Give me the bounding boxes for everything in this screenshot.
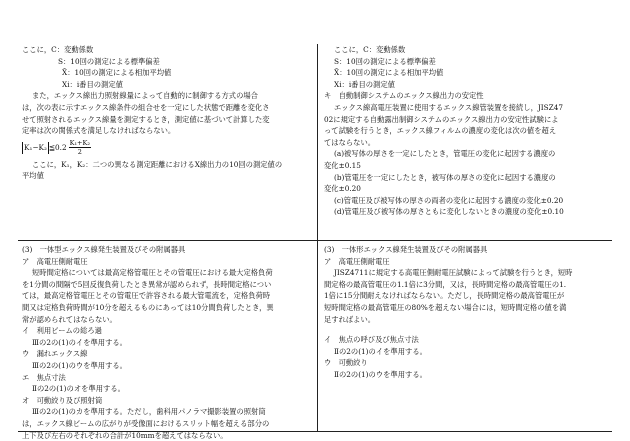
criterion-d: (d)管電圧及び被写体の厚さともに変化しないときの濃度の変化±0.10 [334, 207, 564, 217]
left-column-section [22, 244, 312, 441]
paragraph-line: Ⅱの2の(1)のオを準用する。 [32, 384, 125, 394]
definition-xi: Xi：i番目の測定値 [334, 79, 395, 89]
stability-formula [22, 137, 312, 159]
paragraph-line: 足すればよい。 [324, 314, 376, 324]
criterion-c: (c)管電圧及び被写体の厚さの両者の変化に起因する濃度の変化±0.20 [334, 195, 564, 205]
subheading: イ 焦点の呼び及び焦点寸法 [324, 335, 419, 344]
formula-abs: K₁−K₂ [24, 142, 47, 152]
subheading: オ 可動絞り及び照射筒 [22, 395, 103, 405]
paragraph-line: 短時間定格については最高定格管電圧とその管電圧における最大定格負荷 [32, 268, 273, 278]
subheading: ウ 可動絞り [324, 358, 368, 368]
formula-numerator: K₁+K₂ [69, 139, 90, 148]
criterion-a-value: 変化±0.15 [324, 160, 361, 170]
subheading: ウ 漏れエックス線 [22, 349, 88, 359]
paragraph-line: てはならない。 [324, 137, 376, 147]
definition-s: S：10回の測定による標準偏差 [334, 56, 436, 66]
paragraph-line: 間又は定格負荷時間が10分を超えるものにあっては10分間負荷したとき，異 [22, 302, 274, 312]
paragraph-line: Ⅱの2の(1)のウを準用する。 [334, 369, 427, 379]
paragraph-line: Ⅲの2の(1)のカを準用する。ただし，歯科用パノラマ撮影装置の照射筒 [32, 407, 266, 417]
criterion-a: (a)被写体の厚さを一定にしたとき，管電圧の変化に起因する濃度の [334, 149, 556, 159]
right-column-top [324, 44, 614, 218]
paragraph-line: Ⅲの2の(1)のウを準用する。 [32, 360, 127, 370]
paragraph-line: エックス線高電圧装置に使用するエックス線管装置を接続し，JISZ47 [334, 102, 564, 112]
paragraph-line: JISZ4711に規定する高電圧側耐電圧試験によって試験を行うとき，短時 [334, 268, 573, 278]
subheading: キ 自動制御システムのエックス線出力の安定性 [324, 91, 484, 101]
subheading: エ 焦点寸法 [22, 372, 66, 382]
paragraph-line: また，エックス線出力照射線量によって自動的に制御する方式の場合 [32, 91, 258, 101]
paragraph-line: 間定格の最高管電圧の1.1倍に3分間，又は，長時間定格の最高管電圧の1. [324, 279, 567, 289]
paragraph-line: 平均値 [22, 171, 44, 181]
definition-c: ここに，C：変動係数 [22, 45, 94, 54]
paragraph-line: を1分間の間隔で5回反復負荷したとき異常が認められず，長時間定格につい [22, 279, 272, 289]
subheading: ア 高電圧側耐電圧 [324, 256, 390, 266]
definition-s: S：10回の測定による標準偏差 [58, 56, 160, 66]
paragraph-line: 常が認められてはならない。 [22, 314, 117, 324]
row-divider [18, 240, 612, 241]
section-heading: (3) 一体型エックス線発生装置及びその附属器具 [22, 245, 186, 254]
paragraph-line: Ⅱの2の(1)のイを準用する。 [334, 346, 427, 356]
definition-xi: Xi：i番目の測定値 [62, 79, 123, 89]
paragraph-line: 短時間定格の最高管電圧の80%を超えない場合には，短時間定格の値を満 [324, 302, 567, 312]
paragraph-line: Ⅲの2の(1)のイを準用する。 [32, 337, 127, 347]
paragraph-line: 定率は次の関係式を満足しなければならない。 [22, 126, 176, 136]
paragraph-line: は，エックス線ビームの広がりが受像面におけるスリット幅を超える部分の [22, 418, 270, 428]
formula-fraction [69, 139, 91, 156]
paragraph-line: ここに，K₁，K₂：二つの異なる測定距離におけるX線出力の10回の測定値の [32, 159, 283, 169]
section-heading: (3) 一体形エックス線発生装置及びその附属器具 [324, 245, 488, 254]
definition-xbar: X̄：10回の測定による相加平均値 [334, 68, 444, 78]
formula-denominator: 2 [77, 148, 82, 157]
right-column-section [324, 244, 614, 325]
criterion-b: (b)管電圧を一定にしたとき，被写体の厚さの変化に起因する濃度の [334, 172, 556, 182]
left-column-top [22, 44, 312, 182]
formula-operator: ≦0.2 [48, 142, 67, 152]
right-column-tail [324, 334, 614, 380]
paragraph-line: は，次の表に示すエックス線条件の組合せを一定にした状態で距離を変化さ [22, 102, 270, 112]
paragraph-line: 1倍に15分間耐えなければならない。ただし，長時間定格の最高管電圧が [324, 291, 565, 301]
paragraph-line: ては，最高定格管電圧とその管電圧で許容される最大管電流を，定格負荷時 [22, 291, 271, 301]
paragraph-line: 02に規定する自動露出制御システムのエックス線出力の安定性試験によ [324, 114, 559, 124]
definition-c: ここに，C：変動係数 [334, 45, 406, 54]
definition-xbar: X̄：10回の測定による相加平均値 [62, 68, 172, 78]
subheading: イ 利用ビームの総ろ過 [22, 326, 102, 336]
criterion-b-value: 変化±0.20 [324, 184, 361, 194]
subheading: ア 高電圧側耐電圧 [22, 256, 88, 266]
column-divider [317, 44, 318, 432]
paragraph-line: 上下及び左右のそれぞれの合計が10mmを超えてはならない。 [22, 430, 228, 440]
comparison-table [18, 44, 612, 440]
paragraph-line: せて照射されるエックス線量を測定するとき，測定値に基づいて計算した変 [22, 114, 270, 124]
paragraph-line: って試験を行うとき，エックス線フィルムの濃度の変化は次の値を超え [324, 126, 557, 136]
